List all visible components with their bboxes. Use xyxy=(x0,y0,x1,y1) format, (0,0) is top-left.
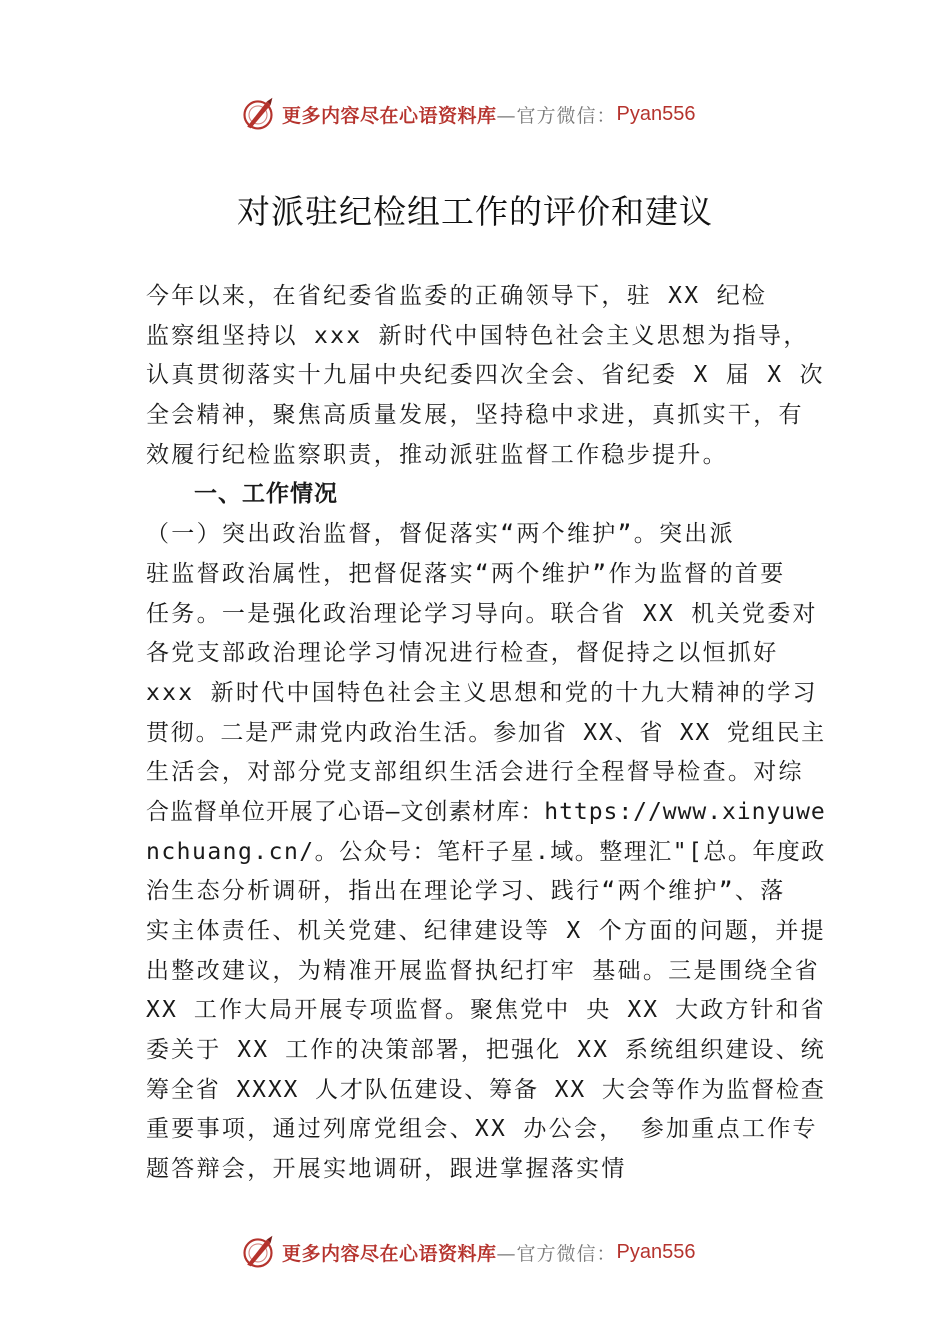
body-line: 效履行纪检监察职责，推动派驻监督工作稳步提升。 xyxy=(146,441,728,468)
banner-wechat-label: —官方微信： xyxy=(496,1242,617,1265)
body-line: 实主体责任、机关党建、纪律建设等 X 个方面的问题，并提 xyxy=(146,918,826,944)
body-line: 重要事项，通过列席党组会、XX 办公会， 参加重点工作专 xyxy=(146,1116,818,1143)
banner-wechat-id: Pyan556 xyxy=(616,1240,696,1263)
body-line: 委关于 XX 工作的决策部署，把强化 XX 系统组织建设、统 xyxy=(146,1037,826,1064)
body-line: 各党支部政治理论学习情况进行检查，督促持之以恒抓好 xyxy=(146,640,779,667)
body-line: 驻监督政治属性，把督促落实“两个维护”作为监督的首要 xyxy=(146,560,786,587)
body-line: 贯彻。二是严肃党内政治生活。参加省 XX、省 XX 党组民主 xyxy=(146,719,826,746)
body-line: 生活会，对部分党支部组织生活会进行全程督导检查。对综 xyxy=(146,759,804,786)
section-heading: 一、工作情况 xyxy=(194,481,338,508)
quill-pen-logo-icon xyxy=(240,1234,276,1270)
banner-wechat-id: Pyan556 xyxy=(616,102,696,125)
document-title: 对派驻纪检组工作的评价和建议 xyxy=(237,192,713,231)
body-line: 任务。一是强化政治理论学习导向。联合省 XX 机关党委对 xyxy=(146,600,818,627)
body-line: 合监督单位开展了心语—文创素材库：https://www.xinyuwe xyxy=(146,798,826,825)
banner-wechat-label: —官方微信： xyxy=(496,104,617,127)
body-line: 治生态分析调研，指出在理论学习、践行“两个维护”、落 xyxy=(146,878,786,905)
quill-pen-logo-icon xyxy=(240,96,276,132)
body-line: 监察组坚持以 xxx 新时代中国特色社会主义思想为指导， xyxy=(146,322,809,349)
banner-brand-text: 更多内容尽在心语资料库 xyxy=(282,1242,497,1265)
body-line: nchuang.cn/。公众号：笔杆子星.域。整理汇"[总。年度政 xyxy=(146,838,826,865)
header-banner xyxy=(240,94,696,134)
body-line: 题答辩会，开展实地调研，跟进掌握落实情 xyxy=(146,1156,627,1183)
body-line: 出整改建议，为精准开展监督执纪打牢 基础。三是围绕全省 xyxy=(146,957,820,984)
body-line: 筹全省 XXXX 人才队伍建设、筹备 XX 大会等作为监督检查 xyxy=(146,1076,826,1103)
body-line: 今年以来，在省纪委省监委的正确领导下，驻 XX 纪检 xyxy=(146,283,768,309)
body-line: xxx 新时代中国特色社会主义思想和党的十九大精神的学习 xyxy=(146,679,818,706)
banner-brand-text: 更多内容尽在心语资料库 xyxy=(282,104,497,127)
body-line: 认真贯彻落实十九届中央纪委四次全会、省纪委 X 届 X 次 xyxy=(146,362,825,389)
body-line: （一）突出政治监督，督促落实“两个维护”。突出派 xyxy=(146,521,735,548)
footer-banner xyxy=(240,1232,696,1272)
document-body xyxy=(146,277,826,1190)
body-line: 全会精神，聚焦高质量发展，坚持稳中求进，真抓实干，有 xyxy=(146,402,804,429)
body-line: XX 工作大局开展专项监督。聚焦党中 央 XX 大政方针和省 xyxy=(146,997,826,1024)
